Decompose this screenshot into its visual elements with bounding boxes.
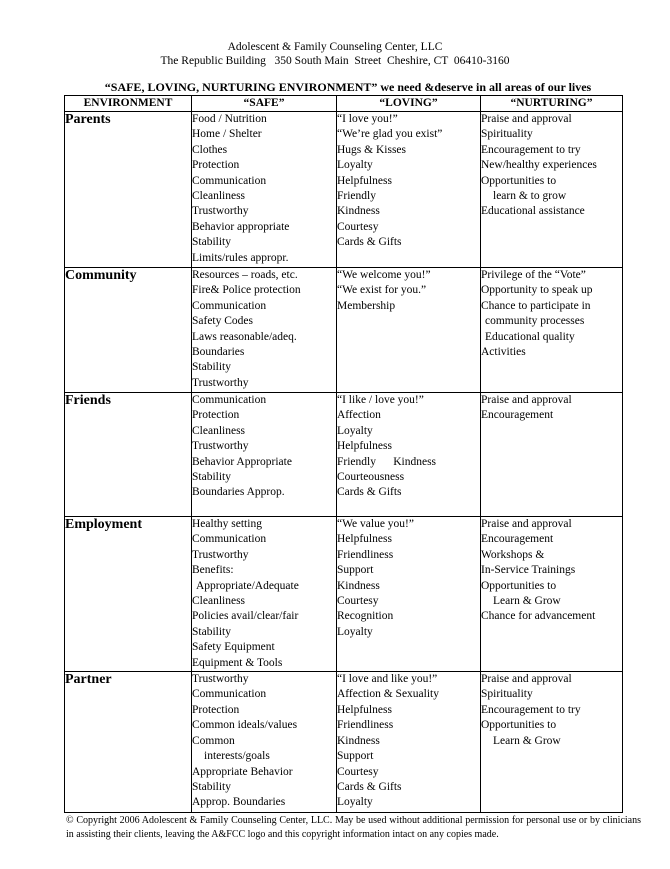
copyright-notice: © Copyright 2006 Adolescent & Family Counseling Center, LLC. May be used without additional permission for personal use or by clinicians in assisting their clients, leaving the A&FCC logo and this copyright information intact on any copies made.: [66, 815, 641, 840]
list-item: Helpfulness: [337, 533, 392, 546]
list-item: Safety Codes: [192, 315, 254, 328]
letterhead: [0, 40, 670, 68]
list-item: Loyalty: [337, 625, 373, 638]
safe-cell: [192, 393, 337, 517]
list-item: Encouragement to try: [481, 143, 581, 156]
list-item: Cards & Gifts: [337, 486, 402, 499]
environment-cell: Community: [65, 268, 192, 393]
list-item: Stability: [192, 625, 231, 638]
list-item: Communication: [192, 299, 267, 312]
list-item: Laws reasonable/adeq.: [192, 330, 297, 343]
list-item: Privilege of the “Vote”: [481, 269, 586, 281]
table-row: [65, 268, 623, 393]
table-row: [65, 393, 623, 517]
list-item: Affection & Sexuality: [337, 688, 439, 701]
list-item: Trustworthy: [192, 440, 249, 453]
list-item: Home / Shelter: [192, 128, 262, 141]
organization-name: Adolescent & Family Counseling Center, LLC: [227, 41, 443, 53]
list-item: Stability: [192, 236, 231, 249]
list-item: “We’re glad you exist”: [337, 128, 443, 141]
list-item: In-Service Trainings: [481, 564, 576, 577]
list-item: Courtesy: [337, 595, 379, 608]
list-item: Opportunities to: [481, 174, 557, 187]
list-item: Trustworthy: [192, 205, 249, 218]
list-item: Policies avail/clear/fair: [192, 610, 299, 623]
list-item: Loyalty: [337, 424, 373, 437]
list-item: “We exist for you.”: [337, 284, 427, 297]
list-item: Learn & Grow: [493, 595, 561, 608]
list-item: Safety Equipment: [192, 641, 275, 654]
list-item: Common ideals/values: [192, 719, 298, 732]
list-item: Encouragement: [481, 409, 554, 422]
list-item: Behavior Appropriate: [192, 455, 292, 468]
loving-cell: [337, 517, 481, 672]
list-item: interests/goals: [204, 750, 270, 763]
list-item: Hugs & Kisses: [337, 143, 407, 156]
list-item: Protection: [192, 409, 240, 422]
list-item: Trustworthy: [192, 673, 249, 686]
list-item: “We welcome you!”: [337, 269, 431, 281]
list-item: Stability: [192, 780, 231, 793]
list-item: “We value you!”: [337, 518, 414, 530]
list-item: Limits/rules appropr.: [192, 251, 289, 264]
list-item: Helpfulness: [337, 174, 392, 187]
list-item: Encouragement: [481, 533, 554, 546]
list-item: Workshops &: [481, 548, 545, 561]
nurturing-cell: [481, 112, 623, 268]
table-row: [65, 112, 623, 268]
list-item: Learn & Grow: [493, 734, 561, 747]
list-item: Opportunities to: [481, 579, 557, 592]
list-item: Recognition: [337, 610, 394, 623]
environment-table: [64, 95, 623, 813]
list-item: community processes: [485, 315, 585, 328]
list-item: Trustworthy: [192, 376, 249, 389]
environment-cell: Partner: [65, 672, 192, 813]
list-item: Encouragement to try: [481, 703, 581, 716]
table-row: [65, 672, 623, 813]
column-header-nurturing: “NURTURING”: [481, 96, 623, 112]
list-item: Trustworthy: [192, 548, 249, 561]
list-item: Praise and approval: [481, 113, 572, 125]
list-item: Helpfulness: [337, 440, 392, 453]
list-item: Spirituality: [481, 128, 533, 141]
document-title: “SAFE, LOVING, NURTURING ENVIRONMENT” we need &deserve in all areas of our lives: [104, 80, 592, 94]
list-item: Protection: [192, 159, 240, 172]
list-item: Kindness: [337, 734, 380, 747]
list-item: Healthy setting: [192, 518, 262, 530]
safe-cell: [192, 268, 337, 393]
list-item: Cards & Gifts: [337, 236, 402, 249]
list-item: Communication: [192, 688, 267, 701]
column-header-safe: “SAFE”: [192, 96, 337, 112]
list-item: Communication: [192, 174, 267, 187]
list-item: Equipment & Tools: [192, 656, 283, 669]
list-item: Approp. Boundaries: [192, 796, 286, 809]
list-item: Support: [337, 750, 374, 763]
organization-address: The Republic Building 350 South Main Street Cheshire, CT 06410-3160: [160, 55, 510, 67]
table-row: [65, 517, 623, 672]
list-item: Fire& Police protection: [192, 284, 301, 297]
list-item: Resources – roads, etc.: [192, 269, 298, 281]
list-item: Opportunity to speak up: [481, 284, 593, 297]
list-item: Chance to participate in: [481, 299, 591, 312]
list-item: Friendly: [337, 190, 376, 203]
list-item: Stability: [192, 471, 231, 484]
list-item: Cards & Gifts: [337, 780, 402, 793]
list-item: Cleanliness: [192, 424, 246, 437]
list-item: Courtesy: [337, 765, 379, 778]
list-item: Helpfulness: [337, 703, 392, 716]
list-item: Friendly Kindness: [337, 455, 437, 468]
list-item: Praise and approval: [481, 394, 572, 406]
list-item: Cleanliness: [192, 190, 246, 203]
list-item: Communication: [192, 394, 267, 406]
list-item: Stability: [192, 361, 231, 374]
safe-cell: [192, 672, 337, 813]
list-item: Courtesy: [337, 220, 379, 233]
list-item: Appropriate Behavior: [192, 765, 293, 778]
table-header-row: [65, 96, 623, 112]
environment-cell: Parents: [65, 112, 192, 268]
list-item: learn & to grow: [493, 190, 567, 203]
list-item: Spirituality: [481, 688, 533, 701]
list-item: “I like / love you!”: [337, 394, 424, 406]
list-item: “I love you!”: [337, 113, 398, 125]
environment-cell: Friends: [65, 393, 192, 517]
list-item: Friendliness: [337, 548, 394, 561]
loving-cell: [337, 393, 481, 517]
list-item: Educational assistance: [481, 205, 585, 218]
column-header-environment: ENVIRONMENT: [65, 96, 192, 112]
list-item: Chance for advancement: [481, 610, 596, 623]
list-item: Kindness: [337, 579, 380, 592]
safe-cell: [192, 112, 337, 268]
nurturing-cell: [481, 517, 623, 672]
nurturing-cell: [481, 393, 623, 517]
safe-cell: [192, 517, 337, 672]
list-item: Affection: [337, 409, 381, 422]
list-item: Kindness: [337, 205, 380, 218]
list-item: Common: [192, 734, 235, 747]
list-item: Courteousness: [337, 471, 405, 484]
list-item: “I love and like you!”: [337, 673, 438, 686]
environment-cell: Employment: [65, 517, 192, 672]
list-item: Opportunities to: [481, 719, 557, 732]
list-item: Support: [337, 564, 374, 577]
list-item: Cleanliness: [192, 595, 246, 608]
nurturing-cell: [481, 268, 623, 393]
list-item: Boundaries: [192, 346, 245, 359]
list-item: Activities: [481, 346, 526, 359]
list-item: Clothes: [192, 143, 228, 156]
nurturing-cell: [481, 672, 623, 813]
loving-cell: [337, 268, 481, 393]
loving-cell: [337, 672, 481, 813]
list-item: Friendliness: [337, 719, 394, 732]
list-item: Appropriate/Adequate: [196, 579, 299, 592]
list-item: Behavior appropriate: [192, 220, 290, 233]
list-item: Communication: [192, 533, 267, 546]
list-item: Membership: [337, 299, 396, 312]
list-item: Loyalty: [337, 159, 373, 172]
list-item: Praise and approval: [481, 518, 572, 530]
list-item: Food / Nutrition: [192, 113, 267, 125]
list-item: Boundaries Approp.: [192, 486, 285, 499]
loving-cell: [337, 112, 481, 268]
list-item: Loyalty: [337, 796, 373, 809]
list-item: Benefits:: [192, 564, 234, 577]
list-item: Educational quality: [485, 330, 575, 343]
list-item: Praise and approval: [481, 673, 572, 686]
list-item: Protection: [192, 703, 240, 716]
list-item: New/healthy experiences: [481, 159, 597, 172]
column-header-loving: “LOVING”: [337, 96, 481, 112]
